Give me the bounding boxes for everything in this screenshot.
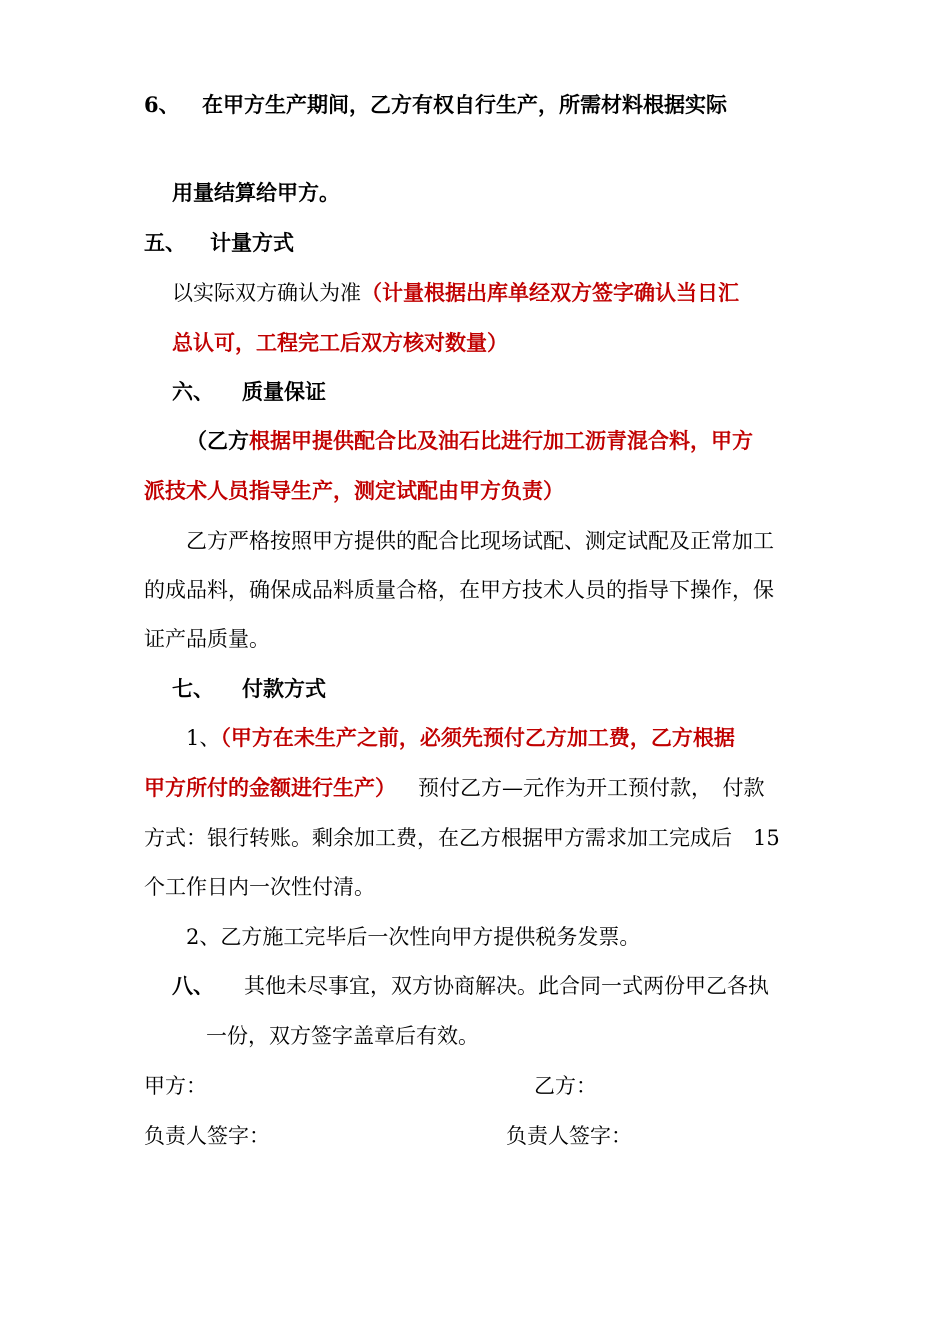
section7-p1-line2-rest: 预付乙方—元作为开工预付款， 付款 — [418, 776, 765, 800]
section7-p1-line3: 方式：银行转账。剩余加工费，在乙方根据甲方需求加工完成后 15 — [144, 826, 780, 850]
section7-p1-red-line2: 甲方所付的金额进行生产） — [144, 775, 396, 800]
section7-p1-red-line1: （甲方在未生产之前，必须先预付乙方加工费，乙方根据 — [220, 725, 735, 750]
item6-number: 6、 — [144, 92, 180, 117]
party-b-label: 乙方： — [534, 1074, 597, 1098]
section8-text-line2: 一份，双方签字盖章后有效。 — [206, 1024, 479, 1048]
section7-p2: 2、乙方施工完毕后一次性向甲方提供税务发票。 — [186, 925, 641, 949]
section8-text-line1: 其他未尽事宜，双方协商解决。此合同一式两份甲乙各执 — [244, 974, 769, 998]
section8-line1 — [172, 971, 769, 1001]
section5-body-prefix: 以实际双方确认为准 — [172, 281, 361, 305]
section6-red-line2: 派技术人员指导生产，测定试配由甲方负责） — [144, 478, 564, 503]
section5-body-line1 — [172, 278, 739, 308]
section5-number: 五、 — [144, 230, 186, 255]
section6-heading — [172, 377, 326, 407]
item6-text-line2: 用量结算给甲方。 — [172, 180, 340, 205]
party-b-signature-label: 负责人签字： — [506, 1124, 632, 1148]
section6-number: 六、 — [172, 379, 214, 404]
section5-heading — [144, 228, 294, 258]
section7-heading — [172, 674, 326, 704]
item6-text-line1: 在甲方生产期间，乙方有权自行生产，所需材料根据实际 — [202, 92, 727, 117]
section6-red-line1 — [186, 426, 753, 456]
party-a-label: 甲方： — [144, 1074, 207, 1098]
section7-title: 付款方式 — [242, 676, 326, 701]
section7-number: 七、 — [172, 676, 214, 701]
section5-body-red-line1: （计量根据出库单经双方签字确认当日汇 — [361, 280, 739, 305]
party-a-signature-label: 负责人签字： — [144, 1124, 270, 1148]
section7-p1-number: 1、 — [186, 726, 221, 750]
section6-body-line1: 乙方严格按照甲方提供的配合比现场试配、测定试配及正常加工 — [186, 529, 774, 553]
section7-p1-line1 — [186, 723, 735, 753]
section6-red-text-line1: 根据甲提供配合比及油石比进行加工沥青混合料，甲方 — [249, 428, 753, 453]
section6-title: 质量保证 — [242, 379, 326, 404]
section5-body-red-line2: 总认可，工程完工后双方核对数量） — [172, 330, 508, 355]
item6-line1 — [144, 90, 727, 120]
section6-body-line3: 证产品质量。 — [144, 627, 270, 651]
section8-number: 八、 — [172, 973, 214, 998]
section7-p1-line2 — [144, 773, 765, 803]
section7-p1-line4: 个工作日内一次性付清。 — [144, 875, 375, 899]
section6-red-open: （乙方 — [186, 428, 249, 453]
section6-body-line2: 的成品料，确保成品料质量合格，在甲方技术人员的指导下操作，保 — [144, 578, 774, 602]
section5-title: 计量方式 — [210, 230, 294, 255]
